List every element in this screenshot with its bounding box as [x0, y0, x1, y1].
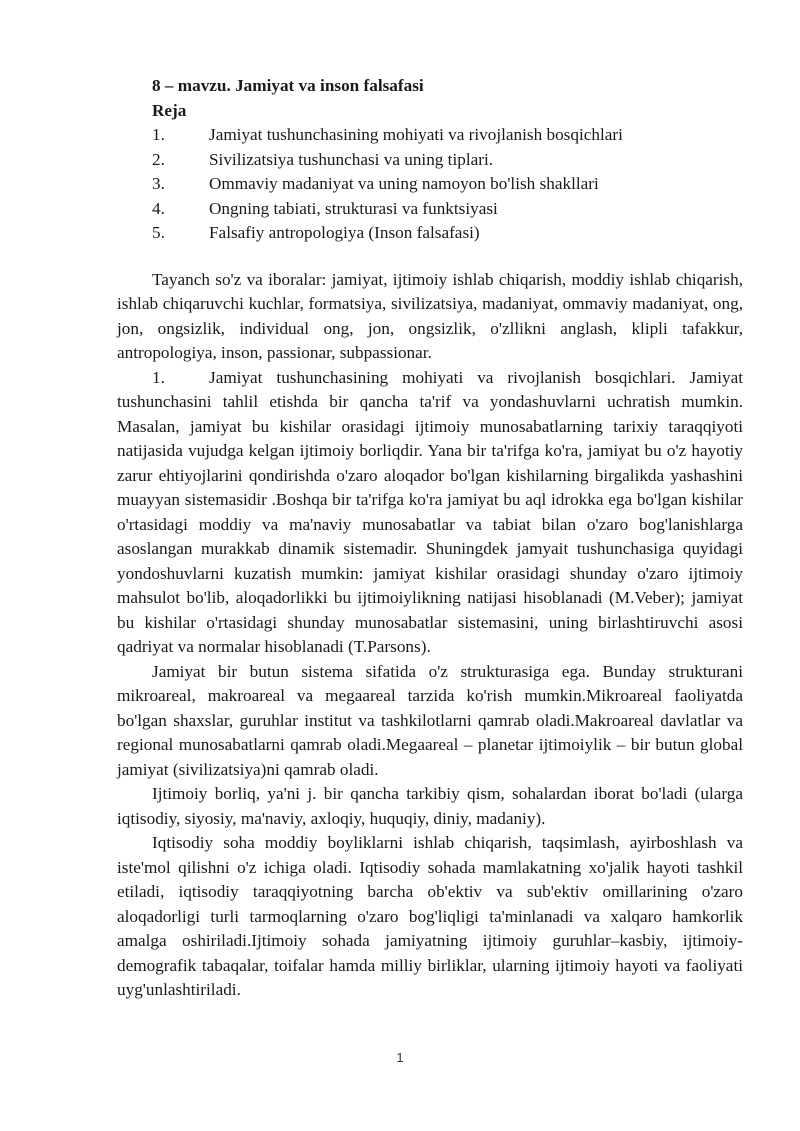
- plan-item-number: 5.: [152, 223, 165, 242]
- plan-item-text: Ongning tabiati, strukturasi va funktsiyasi: [209, 198, 498, 218]
- topic-title: 8 – mavzu. Jamiyat va inson falsafasi: [152, 76, 424, 95]
- section-number: 1.: [152, 367, 165, 387]
- plan-item-number: 3.: [152, 174, 165, 193]
- section-1-paragraph: [117, 366, 743, 660]
- plan-item-number: 4.: [152, 198, 165, 218]
- spacer: [117, 246, 743, 268]
- page-content: [117, 74, 743, 1003]
- plan-item: [152, 123, 743, 148]
- page-number: 1: [396, 1050, 404, 1065]
- plan-item-text: Falsafiy antropologiya (Inson falsafasi): [209, 223, 480, 242]
- plan-item-text: Jamiyat tushunchasining mohiyati va rivojlanish bosqichlari: [209, 125, 623, 144]
- plan-item: [152, 172, 743, 197]
- keywords-paragraph: Tayanch so'z va iboralar: jamiyat, ijtimoiy ishlab chiqarish, moddiy ishlab chiqarish, ishlab chiqaruvchi kuchlar, formatsiya, sivilizatsiya, madaniyat, ommaviy madaniyat, ong, jon, ongsizlik, individual ong, jon, ongsizlik, o'zllikni anglash, klipli tafakkur, antropologiya, inson, passionar, subpassionar.: [117, 269, 743, 362]
- plan-item-number: 1.: [152, 125, 165, 144]
- plan-item-number: 2.: [152, 149, 165, 169]
- body-paragraph: Iqtisodiy soha moddiy boyliklarni ishlab chiqarish, taqsimlash, ayirboshlash va iste'mol qilishni o'z ichiga oladi. Iqtisodiy sohada mamlakatning xo'jalik hayoti tashkil etiladi, iqtisodiy taraqqiyotning barcha ob'ektiv va sub'ektiv omillarining o'zaro aloqadorligi turli tarmoqlarning o'zaro bog'liqligi ta'minlanadi va xalqaro hamkorlik amalga oshiriladi.Ijtimoiy sohada jamiyatning ijtimoiy guruhlar–kasbiy, ijtimoiy-demografik tabaqalar, toifalar hamda milliy birliklar, ularning ijtimoiy hayoti va faoliyati uyg'unlashtiriladi.: [117, 833, 743, 999]
- plan-item: [152, 148, 743, 173]
- body-paragraph: Ijtimoiy borliq, ya'ni j. bir qancha tarkibiy qism, sohalardan iborat bo'ladi (ularga iqtisodiy, siyosiy, ma'naviy, axloqiy, huquqiy, diniy, madaniy).: [117, 784, 743, 828]
- plan-item-text: Ommaviy madaniyat va uning namoyon bo'lish shakllari: [209, 174, 599, 193]
- plan-heading: Reja: [152, 100, 187, 120]
- plan-item: [152, 197, 743, 222]
- plan-item: [152, 221, 743, 246]
- plan-list: [117, 123, 743, 246]
- plan-item-text: Sivilizatsiya tushunchasi va uning tiplari.: [209, 149, 494, 169]
- body-paragraph: Jamiyat bir butun sistema sifatida o'z strukturasiga ega. Bunday strukturani mikroareal, makroareal va megaareal tarzida ko'rish mumkin.Mikroareal faoliyatda bo'lgan shaxslar, guruhlar institut va tashkilotlarni qamrab oladi.Makroareal davlatlar va regional munosabatlarni qamrab oladi.Megaareal – planetar ijtimoiylik – bir butun global jamiyat (sivilizatsiya)ni qamrab oladi.: [117, 661, 743, 779]
- section-1-text: Jamiyat tushunchasining mohiyati va rivojlanish bosqichlari. Jamiyat tushunchasini tahlil etishda bir qancha ta'rif va yondashuvlarni uchratish mumkin. Masalan, jamiyat bu kishilar orasidagi ijtimoiy munosabatlarning tarixiy taraqqiyoti natijasida vujudga kelgan ijtimoiy borliqdir. Yana bir ta'rifga ko'ra, jamiyat bu o'z hayotiy zarur ehtiyojlarini qondirishda o'zaro aloqador bo'lgan kishilarning birgalikda yashashini muayyan sistemasidir .Boshqa bir ta'rifga ko'ra jamiyat bu aql idrokka ega bo'lgan kishilar o'rtasidagi moddiy va ma'naviy munosabatlar va tabiat bilan o'zaro bog'lanishlarga asoslangan murakkab dinamik sistemadir. Shuningdek jamyait tushunchasiga quyidagi yondoshuvlarni kuzatish mumkin: jamiyat kishilar orasidagi shunday o'zaro ijtimoiy mahsulot bo'lib, aloqadorlikki bu ijtimoiylikning natijasi hisoblanadi (M.Veber); jamiyat bu kishilar o'rtasidagi shunday munosabatlar sistemasini, uning birlashtiruvchi asosi qadriyat va normalar hisoblanadi (T.Parsons).: [117, 367, 743, 656]
